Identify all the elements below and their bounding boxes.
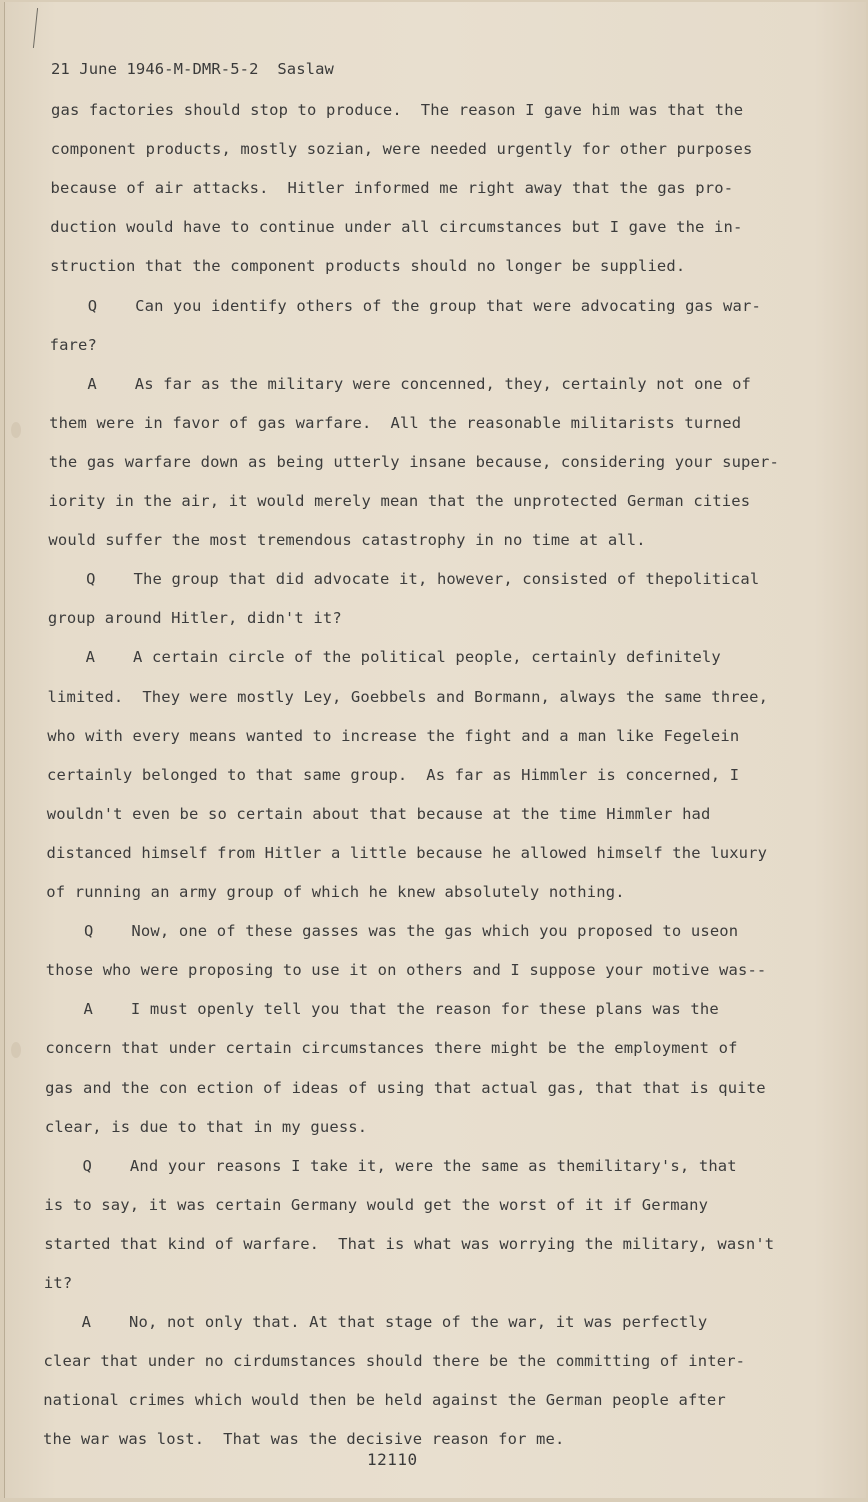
text-line: certainly belonged to that same group. As far as Himmler is concerned, I <box>47 765 740 784</box>
text-line: started that kind of warfare. That is what was worrying the military, wasn't <box>44 1234 775 1253</box>
text-line: national crimes which would then be held against the German people after <box>43 1391 726 1410</box>
text-line: gas and the con ection of ideas of using that actual gas, that that is quite <box>45 1078 766 1097</box>
text-line: Q Now, one of these gasses was the gas which you proposed to useon <box>46 922 739 941</box>
text-line: the gas warfare down as being utterly insane because, considering your super- <box>48 452 779 471</box>
text-line: the war was lost. That was the decisive reason for me. <box>43 1430 565 1449</box>
text-line: iority in the air, it would merely mean that the unprotected German cities <box>48 492 751 510</box>
text-line: A No, not only that. At that stage of the war, it was perfectly <box>43 1313 708 1332</box>
text-line: A A certain circle of the political people, certainly definitely <box>47 648 721 667</box>
text-line: limited. They were mostly Ley, Goebbels and Bormann, always the same three, <box>47 687 769 706</box>
text-line: fare? <box>49 335 98 354</box>
text-line: it? <box>43 1274 73 1292</box>
text-line: them were in favor of gas warfare. All the reasonable militarists turned <box>49 413 742 432</box>
text-line: who with every means wanted to increase the fight and a man like Fegelein <box>47 726 740 745</box>
text-line: Q Can you identify others of the group that were advocating gas war- <box>49 296 761 315</box>
text-line: clear, is due to that in my guess. <box>44 1117 368 1136</box>
text-line: Q And your reasons I take it, were the same as themilitary's, that <box>44 1156 737 1175</box>
page-number: 12110 <box>367 1450 418 1469</box>
text-line: gas factories should stop to produce. The reason I gave him was that the <box>51 101 744 119</box>
text-line: Q The group that did advocate it, however, consisted of thepolitical <box>48 570 760 589</box>
text-line: clear that under no cirdumstances should there be the committing of inter- <box>43 1352 746 1371</box>
document-page <box>4 2 866 1498</box>
margin-mark <box>11 422 21 438</box>
pen-mark <box>33 8 38 48</box>
text-line: struction that the component products should no longer be supplied. <box>50 257 686 276</box>
text-line: because of air attacks. Hitler informed me right away that the gas pro- <box>50 179 734 198</box>
document-header: 21 June 1946-M-DMR-5-2 Saslaw <box>51 60 334 78</box>
text-line: would suffer the most tremendous catastrophy in no time at all. <box>48 531 646 550</box>
text-line: A As far as the military were concenned, they, certainly not one of <box>49 374 752 393</box>
text-line: duction would have to continue under all circumstances but I gave the in- <box>50 218 743 237</box>
text-line: group around Hitler, didn't it? <box>47 609 342 628</box>
text-line: distanced himself from Hitler a little because he allowed himself the luxury <box>46 843 768 862</box>
text-line: those who were proposing to use it on others and I suppose your motive was-- <box>45 961 767 980</box>
text-line: wouldn't even be so certain about that because at the time Himmler had <box>46 804 711 823</box>
margin-mark <box>11 1042 21 1058</box>
text-line: A I must openly tell you that the reason for these plans was the <box>45 1000 719 1019</box>
text-line: component products, mostly sozian, were needed urgently for other purposes <box>50 140 753 159</box>
text-line: concern that under certain circumstances there might be the employment of <box>45 1039 738 1058</box>
text-line: is to say, it was certain Germany would get the worst of it if Germany <box>44 1195 709 1214</box>
text-line: of running an army group of which he knew absolutely nothing. <box>46 883 625 901</box>
